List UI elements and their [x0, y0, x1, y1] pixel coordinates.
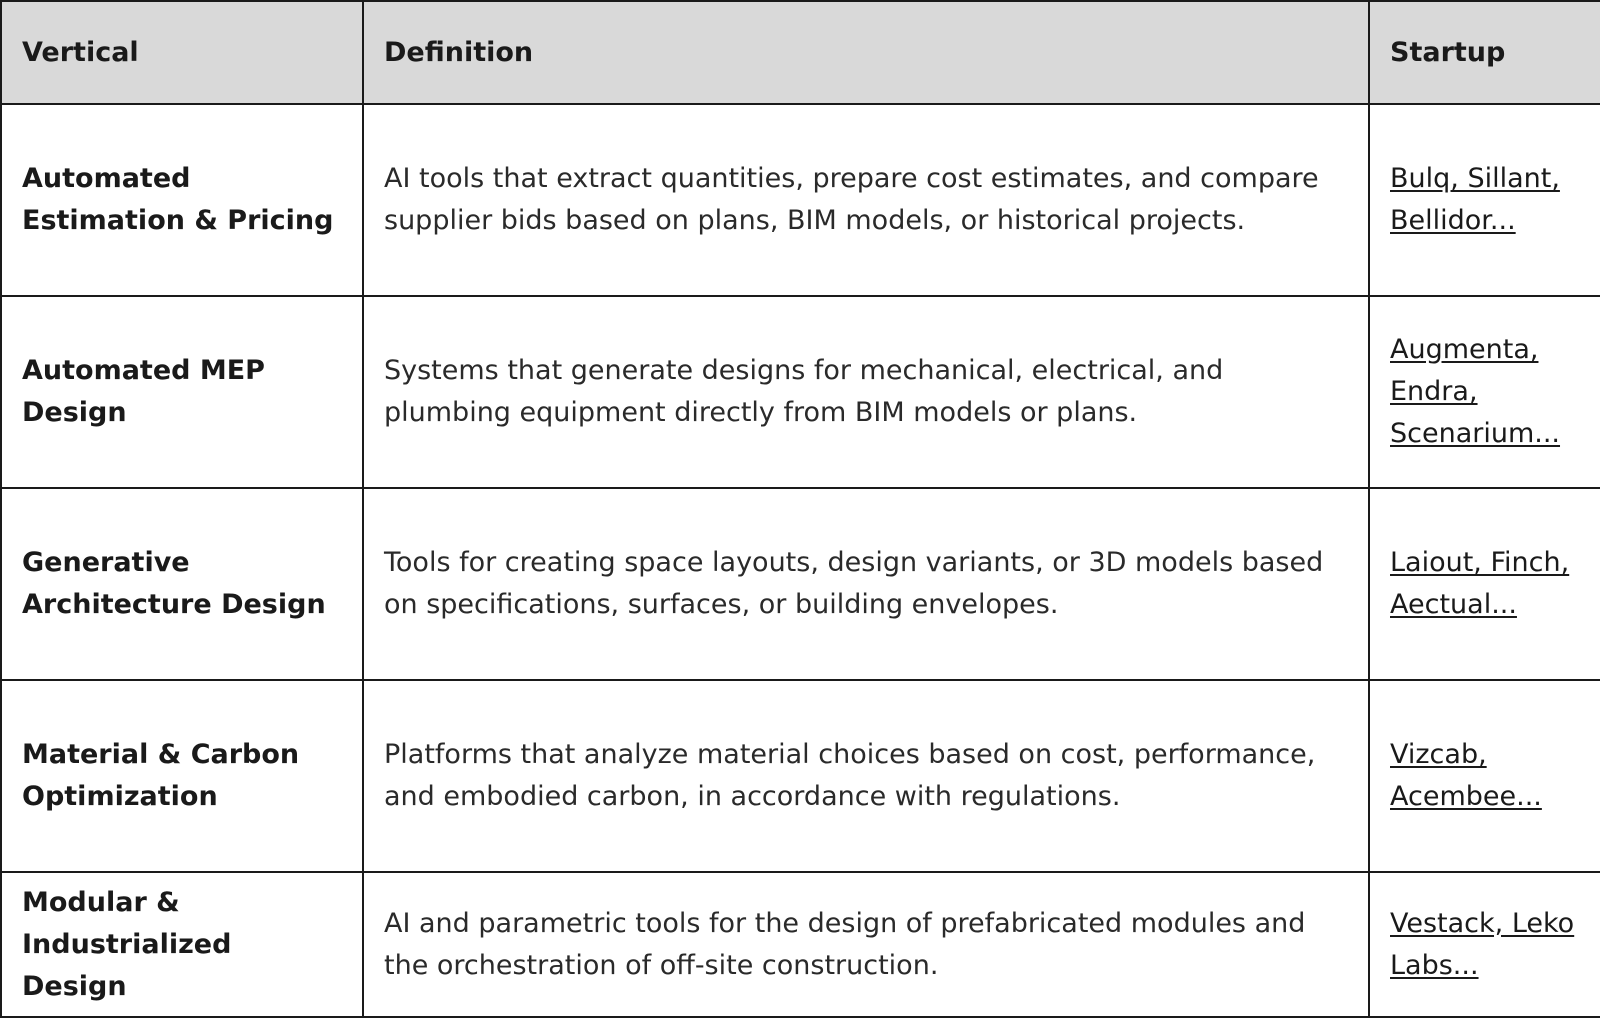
table-row: [1, 296, 1600, 488]
startup-link[interactable]: Vizcab, Acembee...: [1390, 739, 1542, 812]
startup-cell: [1369, 488, 1600, 680]
table-row: [1, 488, 1600, 680]
definition-cell: Tools for creating space layouts, design variants, or 3D models based on specifications, surfaces, or building envelopes.: [363, 488, 1369, 680]
definition-cell: Systems that generate designs for mechanical, electrical, and plumbing equipment directly from BIM models or plans.: [363, 296, 1369, 488]
header-startup: Startup: [1369, 1, 1600, 104]
startup-cell: [1369, 872, 1600, 1017]
vertical-cell: Automated Estimation & Pricing: [1, 104, 363, 296]
header-row: [1, 1, 1600, 104]
startup-link[interactable]: Bulq, Sillant, Bellidor...: [1390, 163, 1560, 236]
definition-cell: Platforms that analyze material choices based on cost, performance, and embodied carbon, in accordance with regulations.: [363, 680, 1369, 872]
vertical-cell: Generative Architecture Design: [1, 488, 363, 680]
vertical-cell: Automated MEP Design: [1, 296, 363, 488]
startup-cell: [1369, 104, 1600, 296]
vertical-cell: Modular & Industrialized Design: [1, 872, 363, 1017]
definition-cell: AI and parametric tools for the design of prefabricated modules and the orchestration of off-site construction.: [363, 872, 1369, 1017]
definition-cell: AI tools that extract quantities, prepare cost estimates, and compare supplier bids based on plans, BIM models, or historical projects.: [363, 104, 1369, 296]
vertical-cell: Material & Carbon Optimization: [1, 680, 363, 872]
table-row: [1, 680, 1600, 872]
startup-link[interactable]: Vestack, Leko Labs...: [1390, 907, 1575, 981]
startup-link[interactable]: Laiout, Finch, Aectual...: [1390, 547, 1570, 620]
startup-cell: [1369, 680, 1600, 872]
startup-link[interactable]: Augmenta, Endra, Scenarium...: [1390, 334, 1561, 449]
table-row: [1, 104, 1600, 296]
header-vertical: Vertical: [1, 1, 363, 104]
table-row: [1, 872, 1600, 1017]
header-definition: Definition: [363, 1, 1369, 104]
startup-cell: [1369, 296, 1600, 488]
